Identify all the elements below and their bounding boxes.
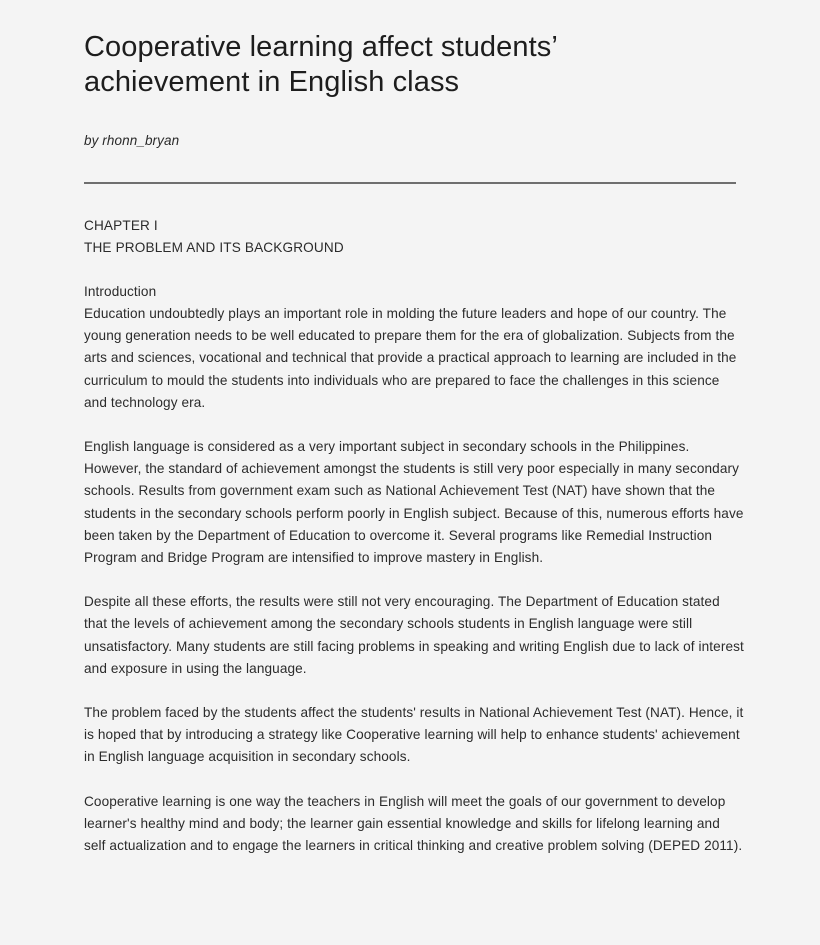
document-body bbox=[84, 215, 744, 857]
section-label-introduction: Introduction bbox=[84, 284, 157, 299]
body-paragraph: Education undoubtedly plays an important role in molding the future leaders and hope of our country. The young generation needs to be well educated to prepare them for the era of globalization. Subjects from the arts and sciences, vocational and technical that provide a practical approach to learning are included in the curriculum to mould the students into individuals who are prepared to face the challenges in this science and technology era. bbox=[84, 306, 737, 410]
chapter-heading: CHAPTER I bbox=[84, 218, 158, 233]
body-paragraph: Cooperative learning is one way the teachers in English will meet the goals of our government to develop learner's healthy mind and body; the learner gain essential knowledge and skills for lifelong learning and self actualization and to engage the learners in critical thinking and creative problem solving (DEPED 2011). bbox=[84, 793, 743, 854]
body-paragraph: The problem faced by the students affect the students' results in National Achievement Test (NAT). Hence, it is hoped that by introducing a strategy like Cooperative learning will help to enhance students' achievement in English language acquisition in secondary schools. bbox=[84, 705, 744, 765]
body-paragraph: Despite all these efforts, the results were still not very encouraging. The Department of Education stated that the levels of achievement among the secondary schools students in English language were still unsatisfactory. Many students are still facing problems in speaking and writing English due to lack of interest and exposure in using the language. bbox=[84, 594, 744, 676]
page-title: Cooperative learning affect students’ achievement in English class bbox=[84, 31, 557, 98]
header-divider bbox=[84, 182, 736, 184]
author-byline: by rhonn_bryan bbox=[84, 133, 180, 148]
document-header bbox=[84, 0, 736, 150]
chapter-subheading: THE PROBLEM AND ITS BACKGROUND bbox=[84, 240, 344, 255]
body-paragraph: English language is considered as a very important subject in secondary schools in the Philippines. However, the standard of achievement amongst the students is still very poor especially in many secondary schools. Results from government exam such as National Achievement Test (NAT) have shown that the students in the secondary schools perform poorly in English subject. Because of this, numerous efforts have been taken by the Department of Education to overcome it. Several programs like Remedial Instruction Program and Bridge Program are intensified to improve mastery in English. bbox=[84, 439, 744, 566]
